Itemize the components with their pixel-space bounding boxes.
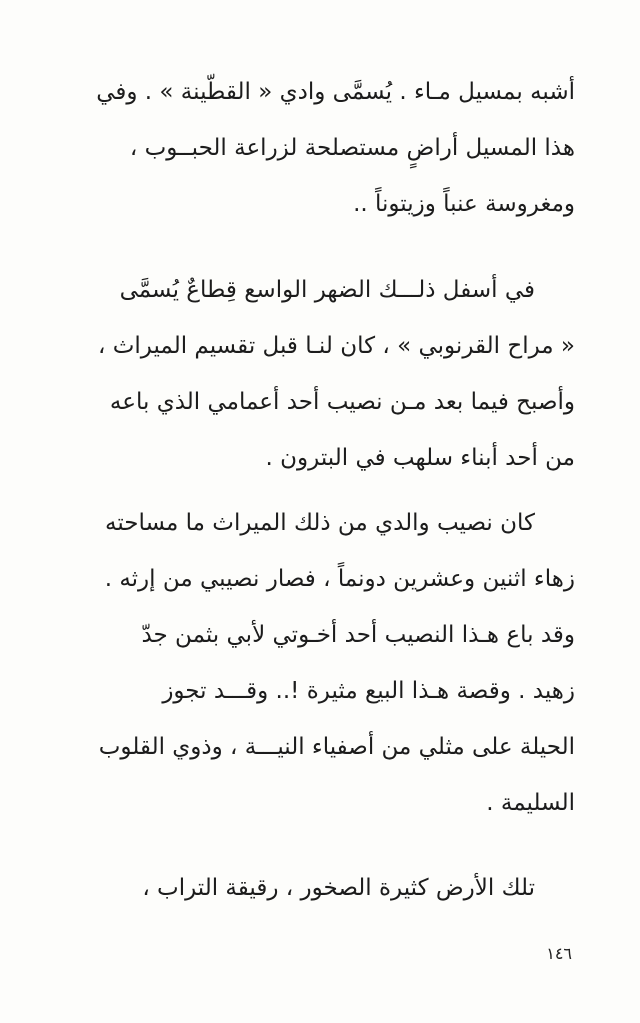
text-line: ومغروسة عنباً وزيتوناً .. [353, 191, 575, 217]
text-line: « مراح القرنوبي » ، كان لنـا قبل تقسيم الميراث ، [98, 333, 575, 359]
paragraph-3 [70, 495, 575, 831]
paragraph-2 [70, 262, 575, 486]
text-line: كان نصيب والدي من ذلك الميراث ما مساحته [105, 510, 535, 536]
text-line: من أحد أبناء سلهب في البترون . [265, 445, 575, 471]
text-line: أشبه بمسيل مـاء . يُسمَّى وادي « القطّينة » . وفي [96, 79, 575, 105]
text-line: في أسفل ذلـــك الضهر الواسع قِطاعٌ يُسمَّى [119, 277, 535, 303]
text-line: وأصبح فيما بعد مـن نصيب أحد أعمامي الذي باعه [109, 389, 575, 415]
paragraph-1 [70, 64, 575, 232]
text-line: زهيد . وقصة هـذا البيع مثيرة !.. وقـــد تجوز [162, 678, 575, 704]
text-line: تلك الأرض كثيرة الصخور ، رقيقة التراب ، [142, 875, 535, 901]
page-number: ١٤٦ [546, 944, 572, 963]
text-line: هذا المسيل أراضٍ مستصلحة لزراعة الحبــوب ، [129, 135, 575, 161]
text-line: السليمة . [486, 790, 575, 816]
paragraph-4 [70, 860, 575, 916]
text-line: زهاء اثنين وعشرين دونماً ، فصار نصيبي من إرثه . [104, 566, 575, 592]
text-line: وقد باع هـذا النصيب أحد أخـوتي لأبي بثمن جدّ [141, 622, 575, 648]
text-line: الحيلة على مثلي من أصفياء النيـــة ، وذوي القلوب [98, 734, 575, 760]
